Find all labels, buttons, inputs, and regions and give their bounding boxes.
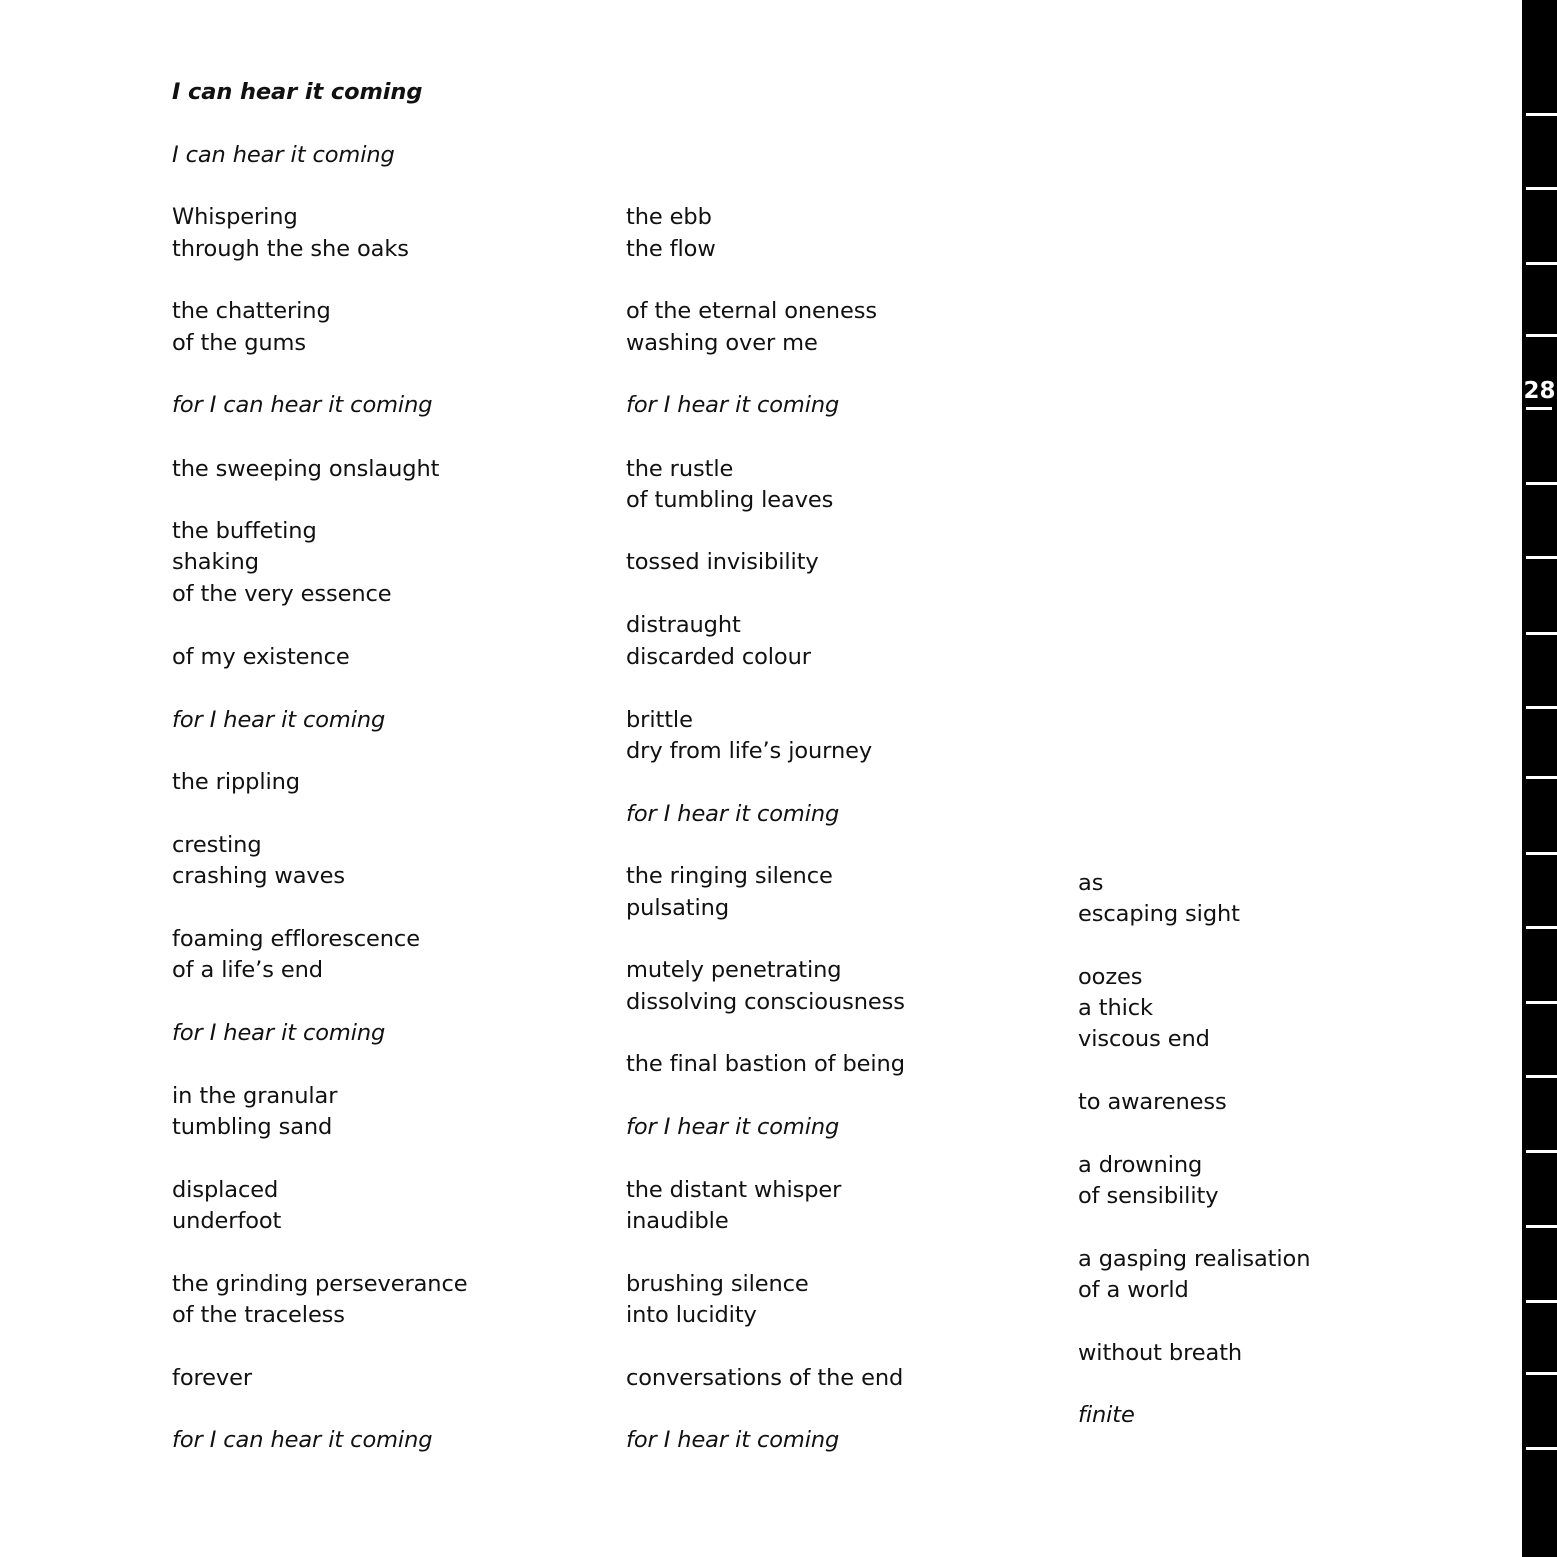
- poem-line: shaking: [172, 549, 259, 575]
- poem-line: the distant whisper: [626, 1177, 842, 1203]
- poem-line: brushing silence: [626, 1271, 809, 1297]
- poem-line: cresting: [172, 832, 262, 858]
- sidebar-tick: [1526, 1150, 1557, 1153]
- poem-line: a gasping realisation: [1078, 1246, 1311, 1272]
- poem-line: oozes: [1078, 964, 1143, 990]
- poem-line: the final bastion of being: [626, 1051, 905, 1077]
- poem-line: of my existence: [172, 644, 350, 670]
- poem-line: escaping sight: [1078, 901, 1240, 927]
- poem-line: foaming efflorescence: [172, 926, 420, 952]
- poem-line: pulsating: [626, 895, 730, 921]
- poem-line: distraught: [626, 612, 741, 638]
- poem-line: Whispering: [172, 204, 298, 230]
- sidebar-tick: [1526, 334, 1557, 337]
- poem-line: the ebb: [626, 204, 712, 230]
- poem-line: of the gums: [172, 330, 306, 356]
- sidebar-tick: [1526, 926, 1557, 929]
- poem-line: tossed invisibility: [626, 549, 819, 575]
- poem-line: for I hear it coming: [172, 707, 386, 733]
- sidebar-tick: [1526, 556, 1557, 559]
- poem-line: a thick: [1078, 995, 1153, 1021]
- sidebar-tick: [1526, 1300, 1557, 1303]
- poem-line: dry from life’s journey: [626, 738, 873, 764]
- poem-line: of tumbling leaves: [626, 487, 834, 513]
- poem-line: mutely penetrating: [626, 957, 842, 983]
- sidebar-tick: [1526, 1447, 1557, 1450]
- poem-line: into lucidity: [626, 1302, 757, 1328]
- poem-line: viscous end: [1078, 1026, 1210, 1052]
- page-number: 28: [1523, 378, 1556, 404]
- poem-line: of the traceless: [172, 1302, 345, 1328]
- poem-line: of the eternal oneness: [626, 298, 877, 324]
- poem-line: a drowning: [1078, 1152, 1203, 1178]
- sidebar-tick: [1526, 706, 1557, 709]
- poem-line: of the very essence: [172, 581, 392, 607]
- poem-line: displaced: [172, 1177, 279, 1203]
- poem-line: to awareness: [1078, 1089, 1227, 1115]
- poem-line: without breath: [1078, 1340, 1243, 1366]
- poem-line: for I can hear it coming: [172, 1427, 433, 1453]
- poem-line: inaudible: [626, 1208, 729, 1234]
- poem-line: for I hear it coming: [626, 1427, 840, 1453]
- poem-line: of a world: [1078, 1277, 1189, 1303]
- poem-line: the rustle: [626, 456, 734, 482]
- sidebar-tick: [1526, 187, 1557, 190]
- poem-line: brittle: [626, 707, 693, 733]
- poem-line: for I hear it coming: [172, 1020, 386, 1046]
- poem-title: I can hear it coming: [172, 79, 423, 105]
- sidebar-tick: [1526, 1225, 1557, 1228]
- poem-line: I can hear it coming: [172, 142, 395, 168]
- poem-line: for I hear it coming: [626, 801, 840, 827]
- poem-line: as: [1078, 870, 1104, 896]
- poem-line: for I can hear it coming: [172, 392, 433, 418]
- page-number-underline: [1526, 407, 1552, 410]
- poem-line: washing over me: [626, 330, 818, 356]
- sidebar-tick: [1526, 1372, 1557, 1375]
- poem-line: of sensibility: [1078, 1183, 1219, 1209]
- sidebar-tick: [1526, 1075, 1557, 1078]
- poem-line: through the she oaks: [172, 236, 409, 262]
- poem-line: finite: [1078, 1402, 1135, 1428]
- poem-line: underfoot: [172, 1208, 282, 1234]
- poem-line: the flow: [626, 236, 716, 262]
- poem-line: the grinding perseverance: [172, 1271, 468, 1297]
- sidebar-tick: [1526, 262, 1557, 265]
- poem-line: crashing waves: [172, 863, 346, 889]
- poem-line: the rippling: [172, 769, 300, 795]
- sidebar-tick: [1526, 852, 1557, 855]
- sidebar-tick: [1526, 482, 1557, 485]
- poem-line: discarded colour: [626, 644, 811, 670]
- poem-line: conversations of the end: [626, 1365, 904, 1391]
- sidebar-tick: [1526, 776, 1557, 779]
- poem-line: of a life’s end: [172, 957, 323, 983]
- poem-line: dissolving consciousness: [626, 989, 905, 1015]
- poem-line: in the granular: [172, 1083, 338, 1109]
- poem-line: the sweeping onslaught: [172, 456, 440, 482]
- sidebar-tick: [1526, 632, 1557, 635]
- sidebar-tick: [1526, 113, 1557, 116]
- poem-line: the ringing silence: [626, 863, 833, 889]
- poem-line: the buffeting: [172, 518, 317, 544]
- poem-line: the chattering: [172, 298, 331, 324]
- poem-line: forever: [172, 1365, 252, 1391]
- poem-line: tumbling sand: [172, 1114, 333, 1140]
- sidebar-tick: [1526, 1001, 1557, 1004]
- poem-line: for I hear it coming: [626, 392, 840, 418]
- poem-line: for I hear it coming: [626, 1114, 840, 1140]
